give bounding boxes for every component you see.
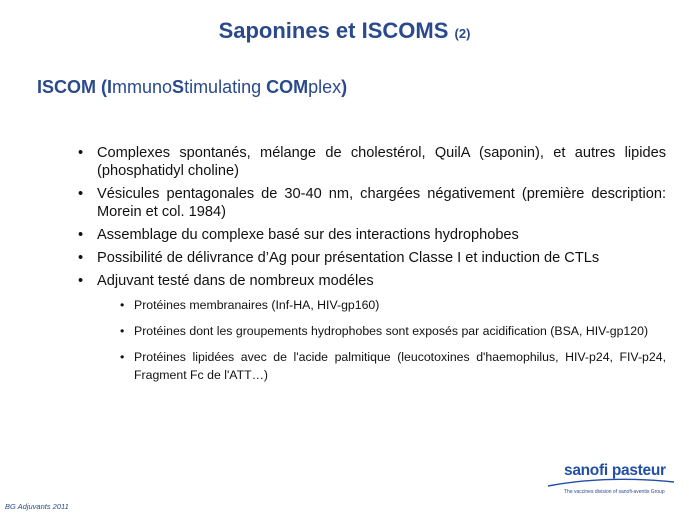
bullet-text: Assemblage du complexe basé sur des interactions hydrophobes xyxy=(97,227,519,243)
bullet-item xyxy=(77,249,666,267)
bullet-dot: • xyxy=(78,145,84,161)
bullet-dot: • xyxy=(78,273,84,289)
sanofi-pasteur-logo xyxy=(546,462,676,502)
sub-bullet-item xyxy=(120,348,666,384)
bullet-item xyxy=(77,144,666,180)
bullet-item xyxy=(77,226,666,244)
subtitle-part: ) xyxy=(341,77,348,97)
subtitle-part: plex xyxy=(308,77,342,97)
footer-label: BG Adjuvants 2011 xyxy=(5,502,69,511)
sub-bullet-item xyxy=(120,296,666,314)
subtitle-part: S xyxy=(172,77,185,97)
sub-bullet-list xyxy=(97,296,666,384)
subtitle-part: I xyxy=(107,77,113,97)
sub-bullet-dot: • xyxy=(120,350,125,364)
sub-bullet-dot: • xyxy=(120,324,125,338)
subtitle xyxy=(37,77,347,98)
logo-name: sanofi pasteur xyxy=(564,462,666,479)
bullet-item xyxy=(77,272,666,384)
sub-bullet-item xyxy=(120,322,666,340)
logo-tagline: The vaccines division of sanofi-aventis Group xyxy=(564,489,665,495)
bullet-dot: • xyxy=(78,227,84,243)
bullet-dot: • xyxy=(78,250,84,266)
subtitle-part: mmuno xyxy=(112,77,173,97)
bullet-dot: • xyxy=(78,186,84,202)
bullet-item xyxy=(77,185,666,221)
sub-bullet-text: Protéines membranaires (Inf-HA, HIV-gp160) xyxy=(134,298,380,312)
bullet-list xyxy=(77,144,666,392)
bullet-text: Vésicules pentagonales de 30-40 nm, chargées négativement (première description: Morein et col. 1984) xyxy=(97,186,666,220)
slide-title xyxy=(0,18,689,44)
subtitle-part: ISCOM ( xyxy=(37,77,107,97)
subtitle-part: COM xyxy=(266,77,309,97)
subtitle-part: timulating xyxy=(184,77,267,97)
slide-title-main: Saponines et ISCOMS xyxy=(218,18,449,43)
sub-bullet-text: Protéines lipidées avec de l'acide palmitique (leucotoxines d'haemophilus, HIV-p24, FIV-p24, Fragment Fc de l'ATT…) xyxy=(134,350,666,382)
sub-bullet-text: Protéines dont les groupements hydrophobes sont exposés par acidification (BSA, HIV-gp120) xyxy=(134,324,649,338)
bullet-text: Complexes spontanés, mélange de cholestérol, QuilA (saponin), et autres lipides (phosphatidyl choline) xyxy=(97,145,666,179)
bullet-text: Adjuvant testé dans de nombreux modéles xyxy=(97,273,374,289)
bullet-text: Possibilité de délivrance d’Ag pour présentation Classe I et induction de CTLs xyxy=(97,250,600,266)
sub-bullet-dot: • xyxy=(120,298,125,312)
slide-title-suffix: (2) xyxy=(454,26,471,41)
